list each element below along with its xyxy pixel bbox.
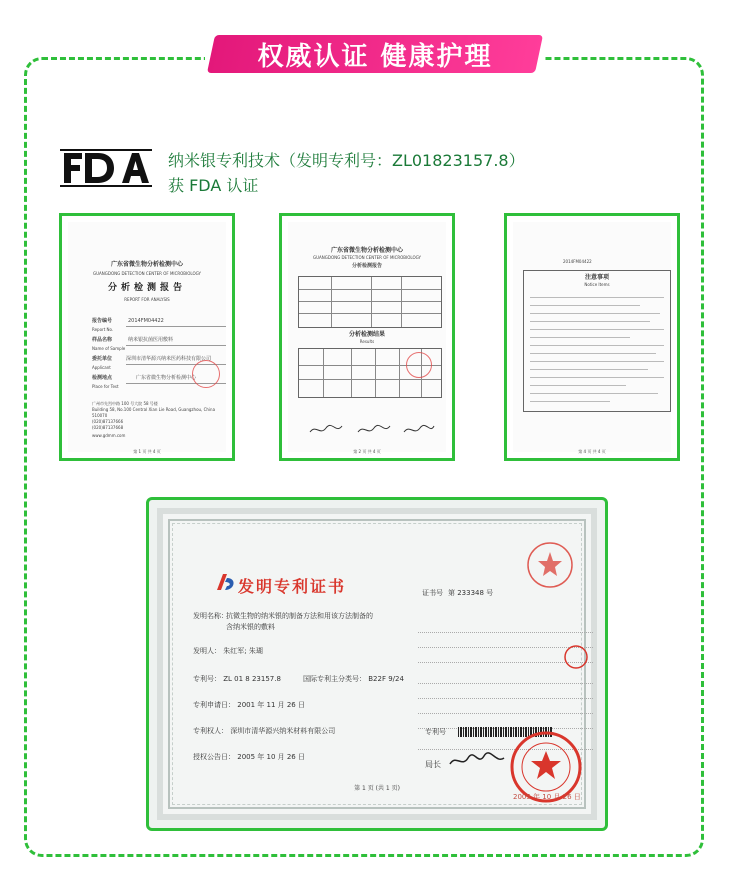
certificate-page: 第 1 页 (共 1 页) bbox=[354, 785, 400, 792]
test-report-cover: 广东省微生物分析检测中心 GUANGDONG DETECTION CENTER OF MICROBIOLOGY 分析检测报告 REPORT FOR ANALYSIS 报告编号 2014FM04422 Report No. 样品名称 纳米银抗菌医用敷料 Name of Sample 委托单位 深圳市清华源兴纳米医药科技有限公司 Applicant 检测地点 广东省微生物分析检测中心 Place for Test 广州市先烈中路 100 号大院 58 号楼 Building 58, No.100 Central Xian Lie Road, Guangzhou, China 510070 (020)87137666 (020)87137668 www.gdmm.com 第 1 页 共 4 页 bbox=[59, 213, 235, 461]
fda-certification-text: 获 FDA 认证 bbox=[168, 176, 259, 195]
report-postcode: 510070 bbox=[92, 413, 108, 418]
ipc: B22F 9/24 bbox=[368, 675, 404, 683]
report3-page: 第 4 页 共 4 页 bbox=[578, 449, 606, 454]
report-tel: (020)87137666 bbox=[92, 419, 124, 424]
patent-no: ZL 01 8 23157.8 bbox=[223, 675, 281, 683]
fda-logo bbox=[60, 147, 152, 189]
inventor: 朱红军; 朱瑚 bbox=[223, 647, 263, 655]
report-number: 2014FM04422 bbox=[128, 318, 164, 324]
certificate-title: 发明专利证书 bbox=[238, 577, 347, 596]
report-applicant: 深圳市清华源兴纳米医药科技有限公司 bbox=[126, 356, 212, 362]
cert-number-label: 证书号 bbox=[422, 589, 443, 597]
info-table bbox=[298, 276, 442, 328]
director-signature bbox=[448, 750, 508, 772]
report2-org-en: GUANGDONG DETECTION CENTER OF MICROBIOLOGY bbox=[313, 255, 421, 260]
notice-en: Notice Items bbox=[584, 282, 610, 287]
report-org-en: GUANGDONG DETECTION CENTER OF MICROBIOLOGY bbox=[93, 271, 201, 276]
report-fax: (020)87137668 bbox=[92, 425, 124, 430]
ipc-label: 国际专利主分类号： bbox=[303, 675, 366, 683]
invention-label: 发明名称： bbox=[193, 612, 228, 620]
report-org: 广东省微生物分析检测中心 bbox=[110, 261, 183, 268]
director-label: 局长 bbox=[425, 760, 441, 769]
red-seal bbox=[406, 352, 432, 378]
grant-date: 2005 年 10 月 26 日 bbox=[237, 753, 305, 761]
inventor-label: 发明人： bbox=[193, 647, 221, 655]
filing-date-label: 专利申请日： bbox=[193, 701, 235, 709]
report-address: 广州市先烈中路 100 号大院 58 号楼 bbox=[92, 401, 158, 406]
report3-number: 2014FM04422 bbox=[563, 259, 592, 264]
patent-code-label: 专利号 bbox=[425, 728, 446, 736]
grant-date-label: 授权公告日： bbox=[193, 753, 235, 761]
notice-title: 注意事项 bbox=[584, 274, 609, 281]
signatures bbox=[308, 422, 438, 438]
red-seal bbox=[563, 644, 589, 670]
notice-box bbox=[523, 270, 671, 412]
report2-org: 广东省微生物分析检测中心 bbox=[330, 247, 403, 254]
patent-office-logo bbox=[215, 572, 237, 592]
report-title-en: REPORT FOR ANALYSIS bbox=[124, 297, 170, 302]
banner-title: 权威认证 健康护理 bbox=[257, 41, 493, 72]
report-sample: 纳米银抗菌医用敷料 bbox=[128, 337, 174, 343]
corner-seal bbox=[520, 540, 580, 590]
invention-name: 抗微生物的纳米银的制备方法和用该方法制备的含纳米银的敷料 bbox=[226, 612, 373, 631]
report-place: 广东省微生物分析检测中心 bbox=[136, 375, 197, 381]
report2-title: 分析检测报告 bbox=[351, 263, 382, 269]
report-title: 分析检测报告 bbox=[107, 283, 186, 293]
report-page: 第 1 页 共 4 页 bbox=[133, 449, 161, 454]
patent-no-label: 专利号： bbox=[193, 675, 221, 683]
patentee: 深圳市清华源兴纳米材料有限公司 bbox=[230, 727, 336, 735]
patentee-label: 专利权人： bbox=[193, 727, 228, 735]
test-report-results bbox=[279, 213, 455, 461]
filing-date: 2001 年 11 月 26 日 bbox=[237, 701, 305, 709]
section-banner bbox=[205, 31, 545, 77]
report2-page: 第 2 页 共 4 页 bbox=[353, 449, 381, 454]
fda-patent-text: 纳米银专利技术（发明专利号：ZL01823157.8） bbox=[168, 151, 525, 170]
report-address-en: Building 58, No.100 Central Xian Lie Road, Guangzhou, China bbox=[92, 407, 216, 412]
report-web: www.gdmm.com bbox=[92, 433, 126, 438]
red-seal bbox=[192, 360, 220, 388]
cert-number: 第 233348 号 bbox=[448, 589, 494, 597]
results-title: 分析检测结果 bbox=[348, 331, 385, 338]
test-report-notice bbox=[504, 213, 680, 461]
results-en: Results bbox=[359, 339, 375, 344]
seal-date: 2005 年 10 月 26 日 bbox=[513, 793, 581, 801]
